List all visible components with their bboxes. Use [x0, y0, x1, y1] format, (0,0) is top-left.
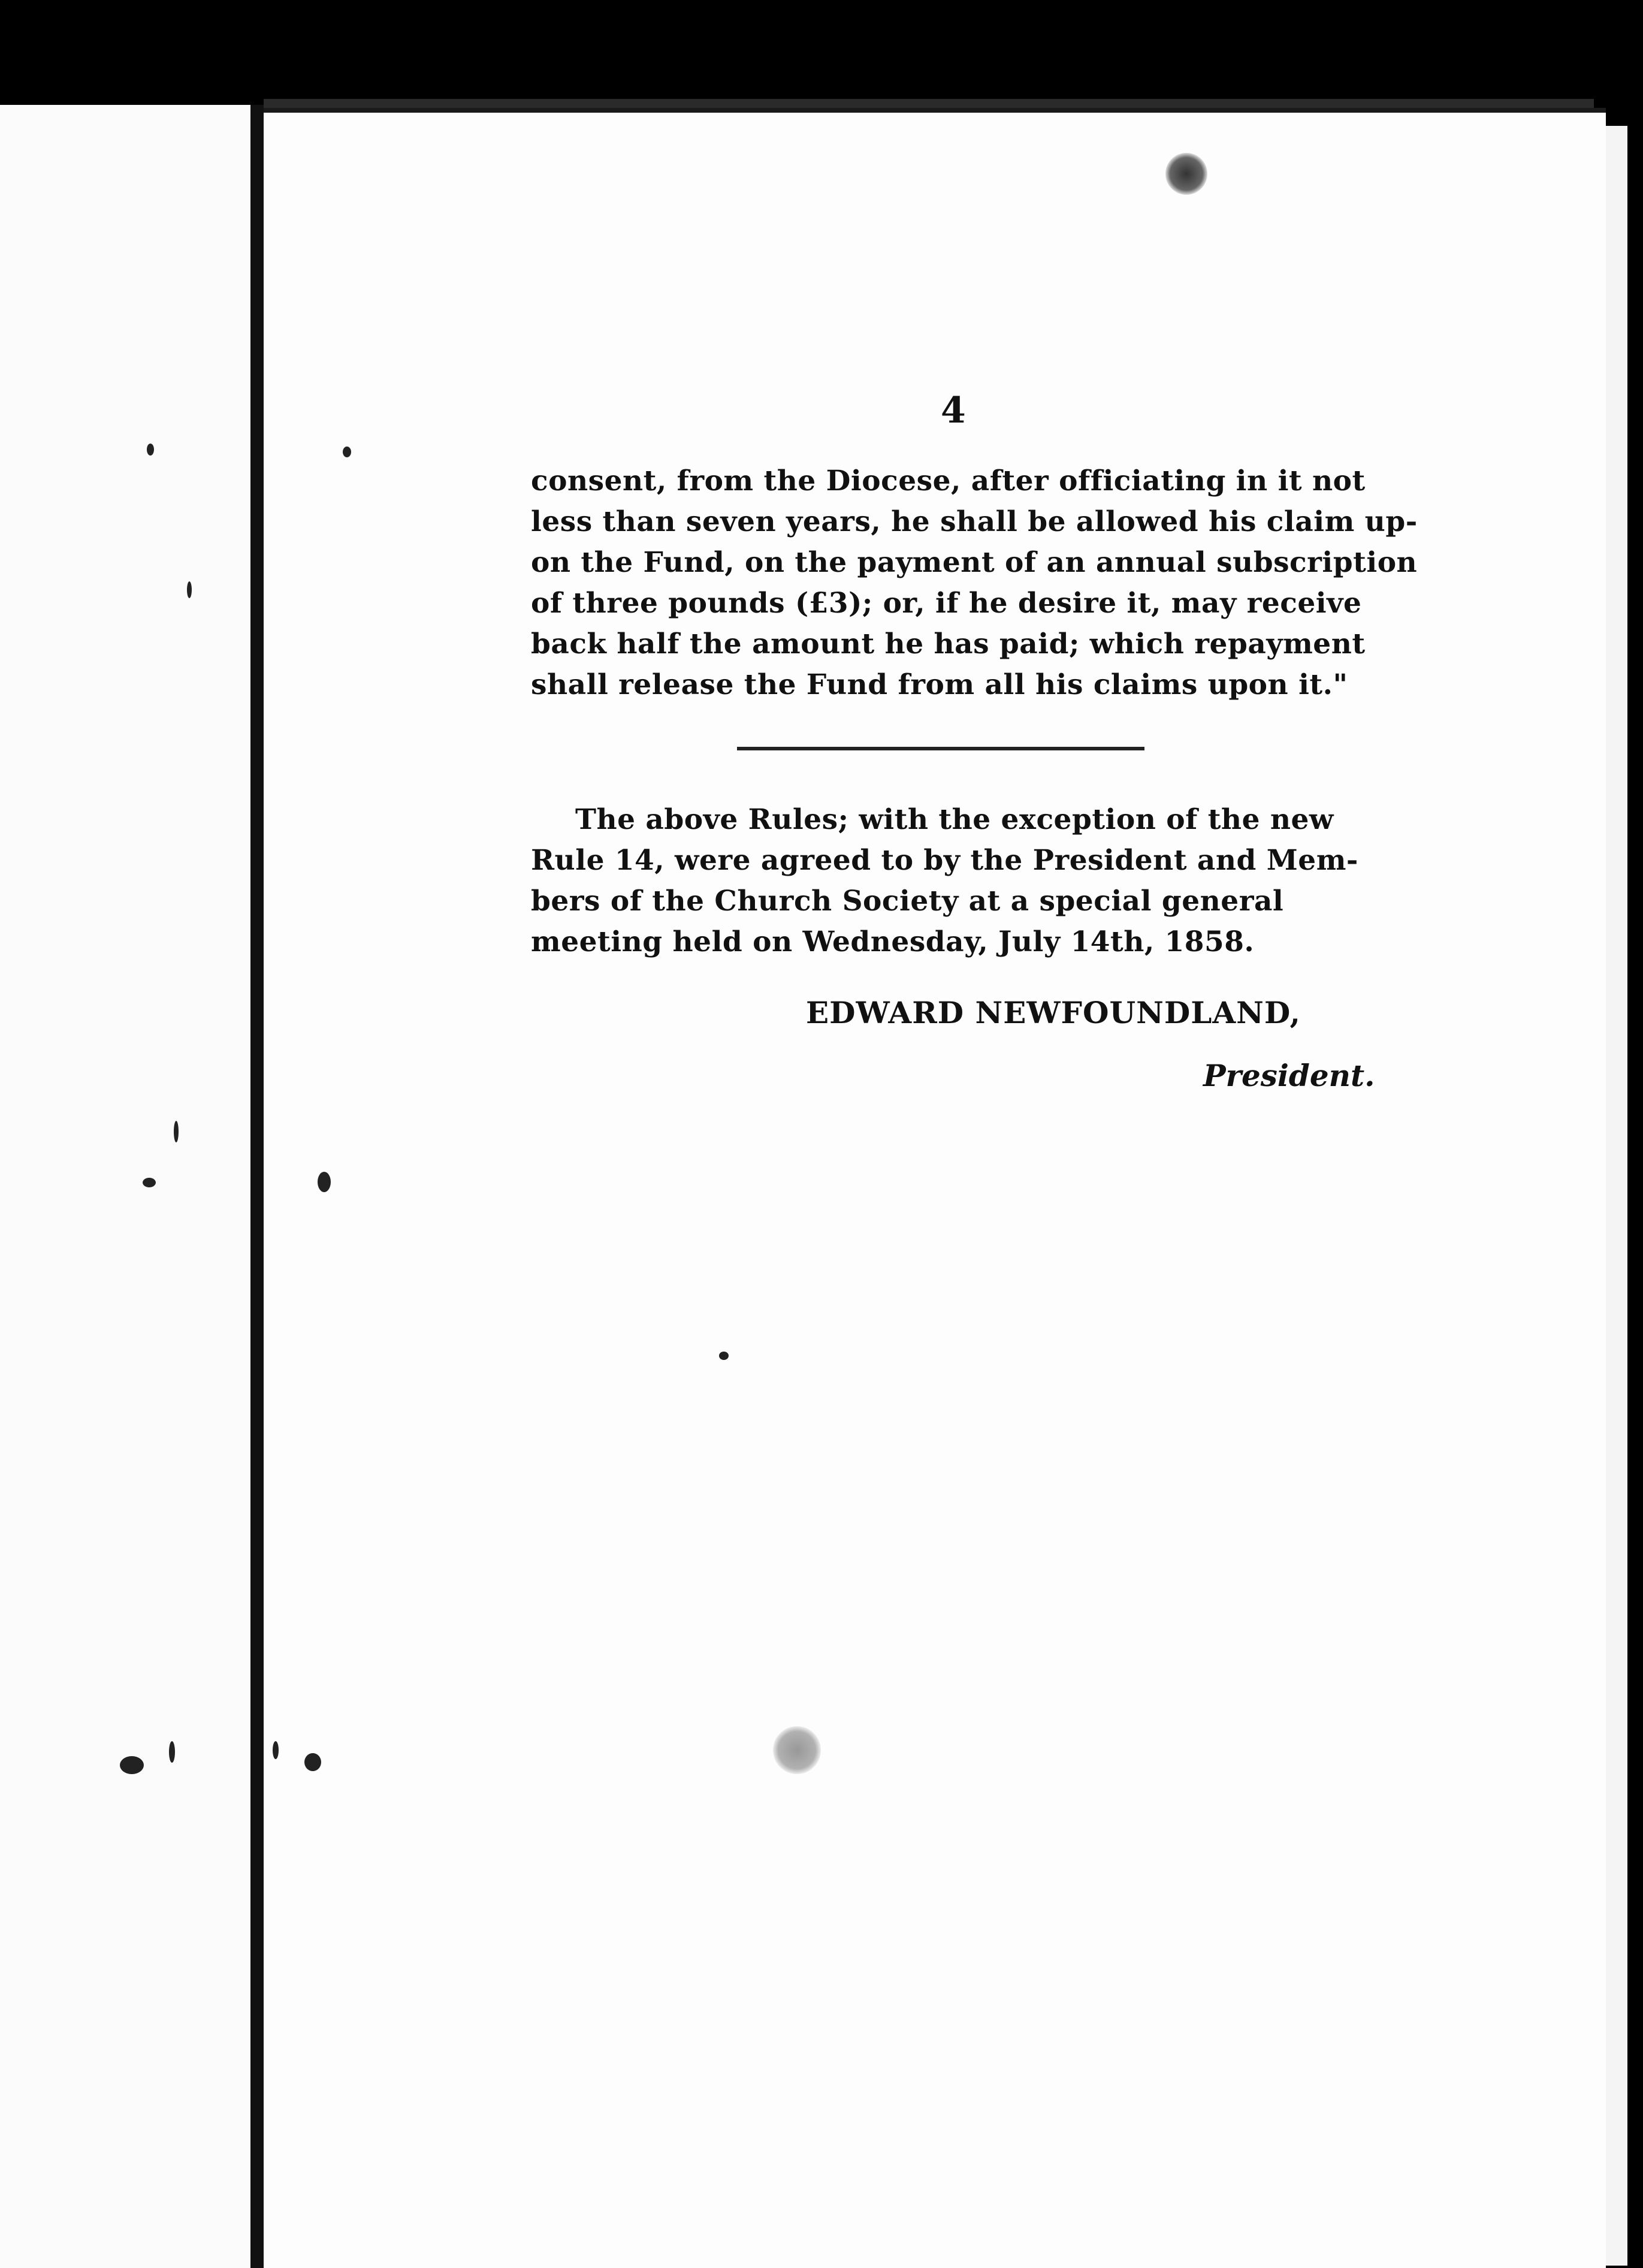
scan-speck	[174, 1121, 179, 1142]
scan-speck	[719, 1352, 729, 1360]
scan-speck	[147, 444, 154, 456]
paragraph-1-line-3: on the Fund, on the payment of an annual subscription	[531, 546, 1418, 579]
section-divider	[737, 747, 1144, 750]
paragraph-1-line-6: shall release the Fund from all his claims upon it."	[531, 668, 1348, 701]
page-number: 4	[941, 390, 966, 432]
scan-speck	[143, 1178, 156, 1187]
document-page	[264, 108, 1606, 2268]
facing-page-edge	[0, 105, 250, 2268]
paragraph-1-line-5: back half the amount he has paid; which repayment	[531, 628, 1366, 661]
paragraph-2-line-2: Rule 14, were agreed to by the President and Mem-	[531, 844, 1358, 877]
bleed-through-mark	[773, 1726, 821, 1774]
book-gutter	[250, 105, 264, 2268]
scan-speck	[120, 1756, 144, 1774]
scan-speck	[304, 1753, 321, 1771]
scan-speck	[343, 447, 351, 457]
scan-speck	[187, 581, 192, 598]
scan-speck	[273, 1741, 279, 1759]
scan-speck	[318, 1172, 331, 1192]
paragraph-1-line-4: of three pounds (£3); or, if he desire it, may receive	[531, 587, 1362, 620]
paragraph-2-line-3: bers of the Church Society at a special general	[531, 885, 1284, 918]
signature-name: EDWARD NEWFOUNDLAND,	[806, 995, 1301, 1030]
scan-speck	[169, 1741, 175, 1763]
paragraph-1-line-2: less than seven years, he shall be allowed his claim up-	[531, 505, 1418, 538]
paragraph-2-line-1: The above Rules; with the exception of the new	[575, 803, 1334, 836]
signature-title: President.	[1203, 1058, 1375, 1093]
paragraph-2-line-4: meeting held on Wednesday, July 14th, 1858.	[531, 925, 1255, 958]
paragraph-1-line-1: consent, from the Diocese, after officiating in it not	[531, 465, 1366, 497]
ink-blot-mark	[1165, 153, 1207, 195]
